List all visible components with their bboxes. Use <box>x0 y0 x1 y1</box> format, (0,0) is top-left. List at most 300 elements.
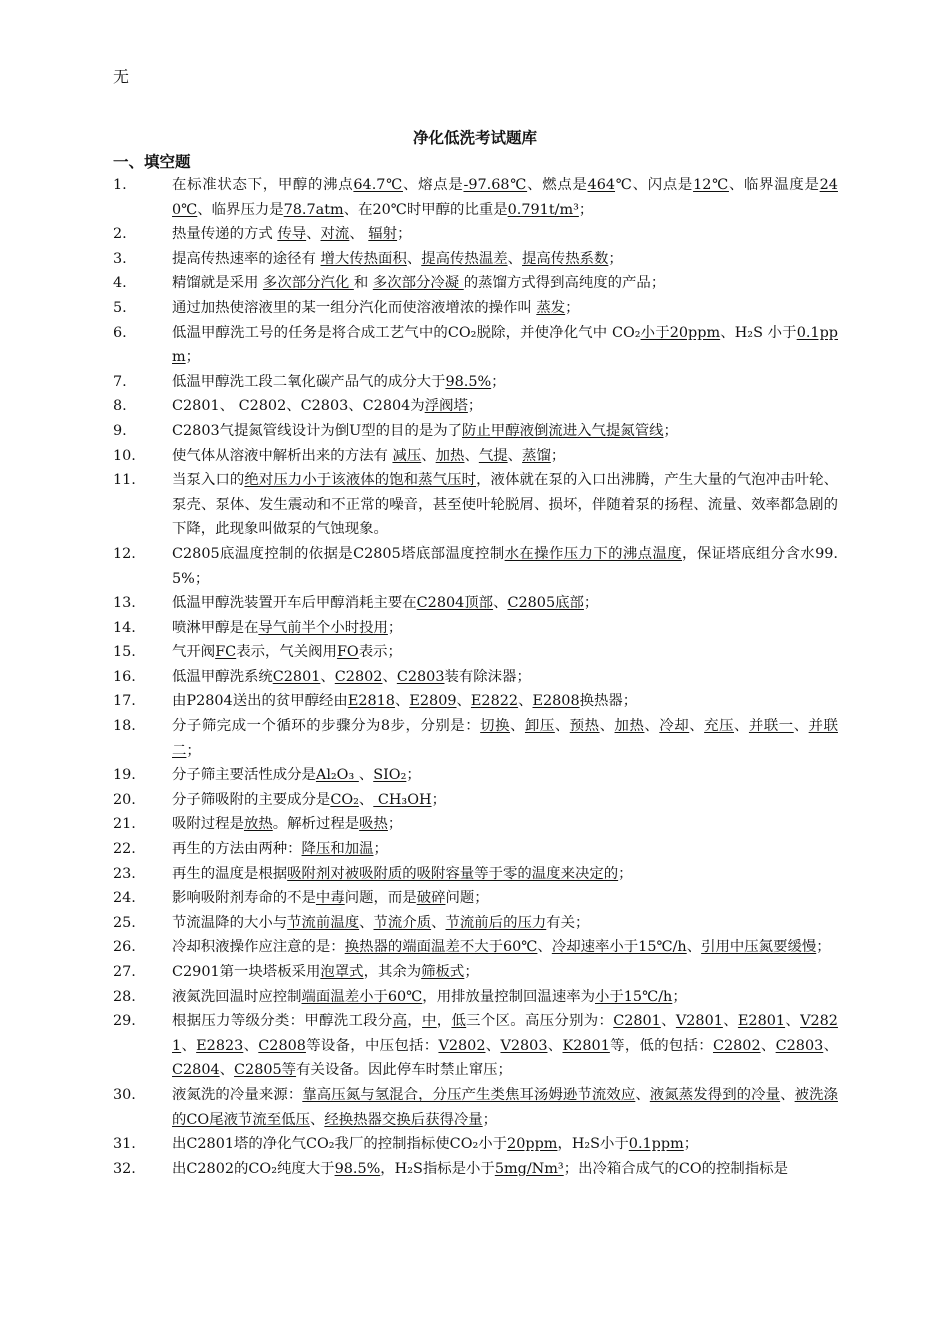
answer-blank: 绝对压力小于该液体的饱和蒸气压时 <box>244 472 477 489</box>
question-text: 问题，而是 <box>344 890 417 907</box>
answer-blank: FO <box>336 644 359 661</box>
question-text: 、 <box>320 668 335 685</box>
question-text: 由P2804送出的贫甲醇经由 <box>172 693 348 710</box>
item-number: 20. <box>113 791 136 808</box>
answer-blank: 端面温差小于60℃ <box>301 988 423 1005</box>
answer-blank: 98.5% <box>445 373 492 390</box>
item-text <box>172 444 838 469</box>
item-number: 15. <box>113 644 136 661</box>
answer-blank: 节流介质 <box>373 914 432 931</box>
list-item <box>113 935 838 960</box>
question-text: ， <box>436 1013 452 1030</box>
list-item <box>113 394 838 419</box>
question-text: ； <box>464 964 479 980</box>
item-number: 2. <box>113 226 127 243</box>
question-text: 分子筛吸附的主要成分是 <box>172 791 331 808</box>
answer-blank: -97.68℃ <box>463 177 528 193</box>
list-item <box>113 665 838 690</box>
answer-blank: V2821 <box>172 1013 838 1054</box>
item-number: 21. <box>113 816 136 833</box>
item-text <box>172 591 838 616</box>
item-text <box>172 763 838 788</box>
question-text: ； <box>663 422 678 439</box>
question-text: 精馏就是采用 <box>172 275 263 292</box>
question-text: ，H₂S指标是小于 <box>380 1160 495 1177</box>
question-text: 、 <box>485 1037 501 1054</box>
question-text: ； <box>431 791 446 808</box>
item-text <box>172 542 838 591</box>
question-text: 的蒸馏方式得到高纯度的产品； <box>463 275 666 292</box>
question-text: ； <box>491 373 506 390</box>
answer-blank: 被洗涤的CO尾液节流至低压 <box>172 1086 838 1128</box>
answer-blank: C2804 <box>172 1062 220 1079</box>
answer-blank: 5mg/Nm³ <box>494 1160 564 1177</box>
question-text: 在标准状态下，甲醇的沸点 <box>172 177 354 193</box>
question-text: 有关； <box>546 914 590 931</box>
list-item <box>113 444 838 469</box>
question-text: 、 <box>382 668 397 685</box>
question-text: 、 <box>359 914 374 931</box>
question-text: 、 <box>507 447 523 464</box>
answer-blank: 切换 <box>480 718 511 735</box>
question-text: ； <box>387 816 403 833</box>
list-item <box>113 370 838 395</box>
question-text: 、 <box>554 718 570 735</box>
question-text: 、 <box>760 1037 776 1054</box>
item-text <box>172 812 838 837</box>
answer-blank: E2822 <box>470 693 519 710</box>
answer-blank: 液氮蒸发得到的冷量 <box>649 1086 781 1103</box>
answer-blank: E2823 <box>196 1037 244 1054</box>
item-text <box>172 985 838 1010</box>
answer-blank: 0.1ppm <box>628 1136 684 1153</box>
list-item <box>113 812 838 837</box>
question-text: C2803气提氮管线设计为倒U型的目的是为了 <box>172 422 463 439</box>
answer-blank: E2809 <box>409 693 457 710</box>
question-text: ； <box>185 349 201 366</box>
item-text <box>172 935 838 960</box>
item-number: 16. <box>113 668 136 685</box>
answer-blank: C2803 <box>775 1037 824 1054</box>
question-text: 、 <box>358 791 374 808</box>
question-text: ℃、闪点是 <box>615 177 694 193</box>
question-text: 节流温降的大小与 <box>172 914 288 931</box>
list-item <box>113 960 838 985</box>
answer-blank: 提高传热系数 <box>522 250 609 267</box>
question-text: 、 <box>309 1111 325 1128</box>
item-text <box>172 271 838 296</box>
question-text: 低温甲醇洗装置开车后甲醇消耗主要在 <box>172 595 417 612</box>
answer-blank: 增大传热面积 <box>320 250 407 267</box>
answer-blank: 引用中压氮要缓慢 <box>701 939 817 956</box>
answer-blank: 64.7℃ <box>353 177 403 193</box>
question-text: 、 <box>431 914 446 931</box>
question-text: 使气体从溶液中解析出来的方法有 <box>172 447 393 464</box>
item-number: 25. <box>113 914 136 931</box>
answer-blank: Al₂O₃ <box>315 767 359 784</box>
question-text: 、 <box>518 693 533 710</box>
item-text <box>172 616 838 641</box>
answer-blank: E2808 <box>532 693 580 710</box>
question-text: C2901第一块塔板采用 <box>172 964 321 980</box>
question-text: 、 <box>689 718 705 735</box>
question-text: 表示，气关阀用 <box>236 644 337 661</box>
question-text: 、 <box>219 1062 235 1079</box>
question-text: 、 <box>406 250 422 267</box>
question-text: ，其余为 <box>363 964 422 980</box>
answer-blank: 传导 <box>277 226 307 243</box>
item-number: 7. <box>113 373 127 390</box>
question-text: 影响吸附剂寿命的不是 <box>172 890 316 907</box>
question-text: 装有除沫器； <box>444 668 531 685</box>
answer-blank: 78.7atm <box>283 201 344 218</box>
question-text: 出C2802的CO₂纯度大于 <box>172 1160 335 1177</box>
item-number: 26. <box>113 939 136 956</box>
question-text: 、熔点是 <box>403 177 464 193</box>
answer-blank: SIO₂ <box>373 767 407 784</box>
question-text: 出C2801塔的净化气CO₂我厂的控制指标使CO₂小于 <box>172 1136 508 1153</box>
item-number: 32. <box>113 1160 136 1177</box>
item-number: 17. <box>113 693 136 710</box>
section-heading: 一、填空题 <box>113 153 191 171</box>
question-text: 、 <box>722 1013 738 1030</box>
answer-blank: 0.791t/m³ <box>507 201 579 218</box>
answer-blank: 并联一 <box>748 718 794 735</box>
question-text: 、 <box>358 767 374 784</box>
question-text: 、 <box>394 693 410 710</box>
item-text <box>172 788 838 813</box>
question-text: 再生的温度是根据 <box>172 865 288 882</box>
question-text: 、 <box>421 447 436 464</box>
question-text: ； <box>397 226 412 243</box>
answer-blank: CO₂ <box>330 791 359 808</box>
question-text: 、 <box>734 718 749 735</box>
list-item <box>113 542 838 591</box>
answer-blank: 节流前后的压力 <box>445 914 547 931</box>
answer-blank: C2805等 <box>234 1062 297 1079</box>
answer-blank: 水在操作压力下的沸点温度 <box>504 545 683 562</box>
answer-blank: 0.1ppm <box>172 324 838 366</box>
list-item <box>113 714 838 763</box>
item-text <box>172 640 838 665</box>
question-text: 、 <box>181 1037 197 1054</box>
question-text: 、 <box>464 447 479 464</box>
item-number: 13. <box>113 595 136 612</box>
answer-blank: 辐射 <box>368 226 398 243</box>
item-number: 8. <box>113 398 127 415</box>
question-list <box>113 173 838 1181</box>
question-text: ； <box>816 939 831 956</box>
question-text: 、 <box>686 939 702 956</box>
item-text <box>172 468 838 542</box>
question-text: 。解析过程是 <box>272 816 360 833</box>
question-text: ； <box>467 398 483 415</box>
item-text <box>172 173 838 222</box>
item-number: 24. <box>113 890 136 907</box>
question-text: 、 <box>547 1037 563 1054</box>
question-text: 、 <box>306 226 321 243</box>
item-number: 27. <box>113 964 136 980</box>
question-text: 、 <box>599 718 615 735</box>
answer-blank: 多次部分汽化 <box>262 275 354 292</box>
answer-blank: C2801 <box>613 1013 661 1030</box>
answer-blank: 12℃ <box>693 177 729 193</box>
answer-blank: C2803 <box>396 668 445 685</box>
item-text <box>172 394 838 419</box>
item-text <box>172 911 838 936</box>
question-text: 低温甲醇洗工号的任务是将合成工艺气中的CO₂脱除，并使净化气中 CO₂ <box>172 324 641 341</box>
item-number: 14. <box>113 619 136 636</box>
list-item <box>113 640 838 665</box>
answer-blank: C2801 <box>272 668 321 685</box>
item-text <box>172 689 838 714</box>
question-text: ； <box>672 988 687 1005</box>
question-text: 和 <box>353 275 373 292</box>
list-item <box>113 419 838 444</box>
question-text: ； <box>565 299 580 316</box>
question-text: 、 <box>456 693 471 710</box>
question-text: 表示； <box>358 644 402 661</box>
answer-blank: C2802 <box>334 668 383 685</box>
answer-blank: 节流前温度 <box>287 914 360 931</box>
answer-blank: 240℃ <box>172 177 838 218</box>
answer-blank: 对流 <box>320 226 350 243</box>
question-text: 喷淋甲醇是在 <box>172 619 259 636</box>
question-text: 等，低的包括： <box>609 1037 713 1054</box>
answer-blank: 高 <box>392 1013 408 1030</box>
answer-blank: C2808 <box>258 1037 306 1054</box>
answer-blank: 放热 <box>243 816 273 833</box>
question-text: 热量传递的方式 <box>172 226 278 243</box>
question-text: 、 <box>243 1037 259 1054</box>
list-item <box>113 862 838 887</box>
question-text: ； <box>683 1136 699 1153</box>
question-text: 、 <box>349 226 369 243</box>
question-text: 液氮洗的冷量来源： <box>172 1086 303 1103</box>
question-text: C2801、 C2802、C2803、C2804为 <box>172 398 425 415</box>
item-number: 1. <box>113 177 127 193</box>
question-text: 换热器； <box>579 693 638 710</box>
answer-blank: 蒸馏 <box>522 447 551 464</box>
list-item <box>113 247 838 272</box>
item-text <box>172 1083 838 1132</box>
question-text: 、 <box>510 718 525 735</box>
answer-blank: 并联二 <box>172 718 838 759</box>
question-text: 、 <box>635 1086 650 1103</box>
answer-blank: 气提 <box>478 447 508 464</box>
answer-blank: 充压 <box>704 718 734 735</box>
question-text: 吸附过程是 <box>172 816 244 833</box>
answer-blank: 降压和加温 <box>301 841 374 858</box>
answer-blank: CH₃OH <box>373 791 432 808</box>
list-item <box>113 837 838 862</box>
question-text: ，用排放量控制回温速率为 <box>422 988 595 1005</box>
list-item <box>113 886 838 911</box>
question-text: 通过加热使溶液里的某一组分汽化而使溶液增浓的操作叫 <box>172 299 537 316</box>
question-text: 低温甲醇洗工段二氧化碳产品气的成分大于 <box>172 373 446 390</box>
item-text <box>172 419 838 444</box>
question-text: 液氮洗回温时应控制 <box>172 988 302 1005</box>
answer-blank: 加热 <box>435 447 465 464</box>
item-number: 18. <box>113 718 136 735</box>
item-text <box>172 665 838 690</box>
item-text <box>172 837 838 862</box>
item-number: 29. <box>113 1013 136 1030</box>
question-text: 、燃点是 <box>527 177 588 193</box>
item-text <box>172 222 838 247</box>
answer-blank: 464 <box>587 177 616 193</box>
question-text: 有关设备。因此停车时禁止窜压； <box>296 1062 512 1079</box>
list-item <box>113 591 838 616</box>
answer-blank: 泡罩式 <box>320 964 364 980</box>
question-text: ； <box>373 841 388 858</box>
answer-blank: 减压 <box>392 447 422 464</box>
item-number: 12. <box>113 545 136 562</box>
question-text: 、在20℃时甲醇的比重是 <box>343 201 508 218</box>
question-text: ； <box>550 447 566 464</box>
list-item <box>113 1083 838 1132</box>
list-item <box>113 1132 838 1157</box>
question-text: ； <box>387 619 403 636</box>
answer-blank: V2802 <box>438 1037 486 1054</box>
question-text: C2805底温度控制的依据是C2805塔底部温度控制 <box>172 545 505 562</box>
list-item <box>113 222 838 247</box>
answer-blank: 经换热器交换后获得冷量 <box>324 1111 483 1128</box>
list-item <box>113 173 838 222</box>
list-item <box>113 321 838 370</box>
answer-blank: C2804顶部 <box>416 595 494 612</box>
answer-blank: E2818 <box>347 693 395 710</box>
answer-blank: 卸压 <box>524 718 555 735</box>
answer-blank: 20ppm <box>507 1136 558 1153</box>
list-item <box>113 468 838 542</box>
item-number: 22. <box>113 841 136 858</box>
list-item <box>113 911 838 936</box>
answer-blank: 预热 <box>569 718 600 735</box>
answer-blank: K2801 <box>562 1037 610 1054</box>
question-text: 低温甲醇洗系统 <box>172 668 273 685</box>
answer-blank: 筛板式 <box>421 964 465 980</box>
item-number: 28. <box>113 988 136 1005</box>
question-text: 、 <box>823 1037 838 1054</box>
list-item <box>113 1009 838 1083</box>
answer-blank: 吸附剂对被吸附质的吸附容量等于零的温度来决定的 <box>287 865 619 882</box>
list-item <box>113 689 838 714</box>
list-item <box>113 1157 838 1182</box>
list-item <box>113 271 838 296</box>
question-text: ； <box>618 865 633 882</box>
question-text: 、 <box>644 718 660 735</box>
question-text: 、 <box>793 718 809 735</box>
answer-blank: 换热器的端面温差不大于60℃ <box>344 939 538 956</box>
answer-blank: V2803 <box>500 1037 548 1054</box>
answer-blank: 导气前半个小时投用 <box>258 619 388 636</box>
item-text <box>172 1009 838 1083</box>
question-text: ； <box>186 742 201 759</box>
question-text: 、 <box>493 595 508 612</box>
item-text <box>172 1157 838 1182</box>
page-title: 净化低洗考试题库 <box>412 129 537 147</box>
item-number: 9. <box>113 422 127 439</box>
question-text: ； <box>608 250 623 267</box>
answer-blank: 冷却 <box>659 718 690 735</box>
answer-blank: 浮阀塔 <box>424 398 468 415</box>
answer-blank: FC <box>215 644 237 661</box>
question-text: 问题； <box>445 890 489 907</box>
item-number: 10. <box>113 447 136 464</box>
answer-blank: C2805底部 <box>507 595 584 612</box>
item-number: 31. <box>113 1136 136 1153</box>
item-number: 5. <box>113 299 127 316</box>
question-text: 、 <box>785 1013 801 1030</box>
item-number: 11. <box>113 472 136 489</box>
question-text: 、H₂S 小于 <box>720 324 797 341</box>
question-text: ， <box>407 1013 422 1030</box>
answer-blank: 防止甲醇液倒流进入气提氮管线 <box>462 422 664 439</box>
question-text: 、 <box>780 1086 795 1103</box>
question-text: ； <box>583 595 599 612</box>
question-text: 、 <box>537 939 552 956</box>
item-text <box>172 714 838 763</box>
question-text: 、临界压力是 <box>197 201 284 218</box>
item-number: 30. <box>113 1086 136 1103</box>
answer-blank: 靠高压氮与氢混合，分压产生类焦耳汤姆逊节流效应 <box>302 1086 636 1103</box>
item-number: 6. <box>113 324 127 341</box>
question-text: ；出冷箱合成气的CO的控制指标是 <box>563 1160 788 1177</box>
header-text: 无 <box>113 67 130 86</box>
answer-blank: 低 <box>451 1013 467 1030</box>
question-text: 分子筛主要活性成分是 <box>172 767 316 784</box>
item-number: 4. <box>113 275 127 292</box>
question-text: 根据压力等级分类：甲醇洗工段分 <box>172 1013 393 1030</box>
question-text: 提高传热速率的途径有 <box>172 250 321 267</box>
question-text: ； <box>482 1111 498 1128</box>
question-text: 当泵入口的 <box>172 472 245 489</box>
question-text: 再生的方法由两种： <box>172 841 302 858</box>
item-text <box>172 1132 838 1157</box>
item-text <box>172 321 838 370</box>
list-item <box>113 763 838 788</box>
question-text: 、 <box>507 250 523 267</box>
answer-blank: 冷却速率小于15℃/h <box>551 939 687 956</box>
list-item <box>113 616 838 641</box>
question-text: ，H₂S小于 <box>557 1136 629 1153</box>
question-text: 三个区。高压分别为： <box>466 1013 614 1030</box>
question-text: 等设备，中压包括： <box>305 1037 439 1054</box>
question-text: 气开阀 <box>172 644 216 661</box>
answer-blank: 加热 <box>614 718 645 735</box>
item-text <box>172 862 838 887</box>
question-text: ，液体就在泵的入口出沸腾，产生大量的气泡冲击叶轮、泵壳、泵体、发生震动和不正常的噪音，甚至使叶轮脱屑、损坏，伴随着泵的扬程、流量、效率都急剧的下降，此现象叫做泵的气蚀现象。 <box>172 472 838 538</box>
question-text: ； <box>578 201 594 218</box>
item-text <box>172 247 838 272</box>
list-item <box>113 985 838 1010</box>
question-text: 、 <box>660 1013 676 1030</box>
list-item <box>113 296 838 321</box>
answer-blank: V2801 <box>675 1013 723 1030</box>
question-text: 分子筛完成一个循环的步骤分为8步，分别是： <box>172 718 481 735</box>
item-text <box>172 886 838 911</box>
item-text <box>172 960 838 985</box>
answer-blank: 小于20ppm <box>640 324 721 341</box>
answer-blank: 蒸发 <box>536 299 566 316</box>
item-number: 19. <box>113 767 136 784</box>
question-text: ，保证塔底组分含水99.5%； <box>172 545 838 587</box>
answer-blank: 中毒 <box>315 890 345 907</box>
answer-blank: 提高传热温差 <box>421 250 508 267</box>
answer-blank: E2801 <box>737 1013 786 1030</box>
question-text: ； <box>406 767 421 784</box>
